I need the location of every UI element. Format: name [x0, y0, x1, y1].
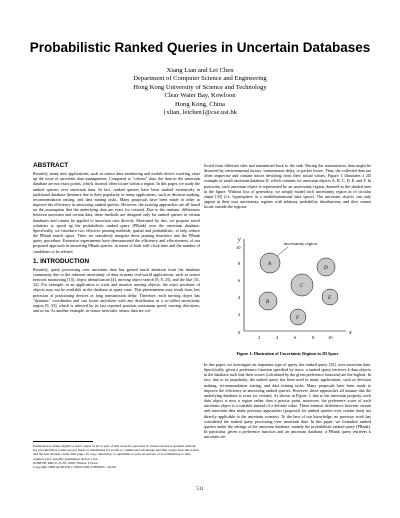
abstract-text: Recently, many new applications, such as sensor data monitoring and mobile device tracking, raise up the issue of uncertain data management. Compared to "certain" data, the data in the uncertain database are not exact points, which, instead, often locate within a region. In this paper, we study the ranked queries over uncertain data. In fact, ranked queries have been studied extensively in traditional database literature due to their popularity in many applications, such as decision making, recommendation raising, and data mining tasks. Many proposals have been made in order to improve the efficiency in answering ranked queries. However, the existing approaches are all based on the assumption that the underlying data are exact (or certain). Due to the intrinsic differences between uncertain and certain data, these methods are designed only for ranked queries in certain databases and cannot be applied to uncertain case directly. Motivated by this, we propose novel solutions to speed up the probabilistic ranked query (PRank) over the uncertain database. Specifically, we introduce two effective pruning methods, spatial and probabilistic, to help reduce the PRank search space. Then, we seamlessly integrate these pruning heuristics into the PRank query procedure. Extensive experiments have demonstrated the efficiency and effectiveness of our proposed approach in answering PRank queries, in terms of both wall clock time and the number of candidates to be refined. — [33, 171, 200, 254]
body-text: In this paper, we investigate an important type of query, the ranked query [34], over uncertain data. Specifically, given a preference function specified by users, a ranked query retrieves k data objects in the database such that their scores (calculated by the given preference function) are the highest. In fact, due to its popularity, the ranked query has been used in many applications, such as decision making, recommendation raising, and data mining tasks. Many proposals have been made to improve the efficiency in answering ranked queries. However, these approaches all assume that the underlying database is exact (or certain). As shown in Figure 1, due to the uncertain property, each data object is now a region rather than a precise point, moreover, the preference score of each uncertain object is a variable instead of a definite value. These intrinsic differences between certain and uncertain data make previous approaches (proposed for ranked queries over certain data) not directly applicable to the uncertain scenario. To the best of our knowledge, no previous work has considered the ranked query processing over uncertain data. In this paper, we formalize ranked queries under the settings of the uncertain database, namely the probabilistic ranked query (PRank). In particular, given a preference function and an uncertain database, a PRank query retrieves k uncertain ob- — [204, 362, 371, 440]
object-label-b: B — [266, 300, 270, 305]
x-tick: 8 — [312, 335, 315, 340]
y-tick: 10 — [236, 245, 241, 250]
y-tick: 8 — [238, 261, 241, 266]
x-axis-label: x — [349, 330, 352, 336]
object-label-f: F — [296, 316, 300, 321]
intro-text: Recently, query processing over uncertain data has gained much attention from the database community due to the inherent uncertainty of data in many real-world applications, such as sensor network monitoring [15], object identification [4], moving object search [9, 8, 25], and the like [31, 32]. For example, in an application to track and monitor moving objects, the exact positions of objects may not be available in the database at query time. This phenomenon may result from low precision of positioning devices or long transmission delay. Therefore, each moving object has "dynamic" coordinates and can locate anywhere with any distribution in a so-called uncertainty region [9, 33], which is inferred by its last reported position, maximum speed, moving directions, and so on. As another example, in sensor networks, sensor data are col- — [33, 266, 200, 314]
right-column-top — [204, 163, 371, 209]
object-label-a: A — [268, 262, 272, 267]
uncertainty-region-label: uncertainty region — [284, 241, 317, 246]
y-tick: 6 — [238, 278, 241, 283]
x-tick: 10 — [328, 335, 333, 340]
object-label-c: C — [300, 284, 304, 289]
y-axis-label: y — [238, 237, 241, 243]
right-column-bottom — [204, 362, 371, 439]
intro-heading: 1. INTRODUCTION — [33, 257, 90, 265]
page-number: 511 — [196, 487, 204, 492]
affiliation-line: Hong Kong, China — [174, 100, 225, 108]
object-label-e: E — [328, 296, 332, 301]
copyright-footnote — [33, 444, 200, 469]
permission-text: Permission to make digital or hard copies of all or part of this work for personal or classroom use is granted without fee provided that copies are not made or distributed for profit or commercial advantage and that copies bear this notice and the full citation on the first page. To copy otherwise, to republish, to post on servers or to redistribute to lists, requires prior specific permission and/or a fee. — [33, 444, 200, 461]
author-block — [0, 67, 400, 117]
y-tick: 2 — [238, 312, 241, 317]
author-emails: {xlian, leichen}@cse.ust.hk — [163, 109, 237, 117]
abstract-heading: ABSTRACT — [33, 162, 69, 169]
x-tick: 2 — [258, 335, 261, 340]
left-column — [33, 163, 200, 313]
figure-caption: Figure 1: Illustration of Uncertainty Regions in 2D Space — [236, 351, 339, 356]
body-text: lected from different sites and transmitted back to the sink. During the transmission, data might be distorted by environmental factors, transmission delay, or packet losses. Thus, the collected data are often imprecise and contain noises deviating from their actual values. Figure 1 illustrates a 2D example of small uncertain database D, which contains six uncertain objects A, B, C, D, E, and F. In particular, each uncertain object is represented by an uncertainty region, denoted as the shaded area in the figure. Without loss of generality, we simply model each uncertainty region as of circular shape [33] (i.e. hypersphere in a multidimensional data space). The uncertain objects can only appear in their own uncertainty regions with arbitrary probability distributions, and they cannot locate outside the regions. — [204, 163, 371, 210]
venue-text: EDBT'08, March 25-30, 2008, Nantes, France. — [33, 460, 99, 465]
paper-title: Probabilistic Ranked Queries in Uncertain Databases — [29, 40, 371, 55]
copyright-text: Copyright 2008 ACM 978-1-59593-926-5/08/0003 ...$5.00. — [33, 465, 117, 470]
author-names: Xiang Lian and Lei Chen — [166, 67, 234, 74]
uncertainty-region-figure — [226, 233, 362, 345]
x-tick: 4 — [276, 335, 279, 340]
affiliation-line: Clear Water Bay, Kowloon — [164, 92, 236, 100]
footnote-divider — [33, 441, 93, 442]
x-tick: 6 — [294, 335, 297, 340]
affiliation-line: Department of Computer Science and Engineering — [133, 75, 267, 83]
object-label-d: D — [324, 266, 328, 271]
callout-arrow — [277, 247, 288, 256]
y-tick: 0 — [238, 330, 241, 335]
affiliation-line: Hong Kong University of Science and Technology — [133, 83, 267, 91]
y-tick: 4 — [238, 295, 241, 300]
